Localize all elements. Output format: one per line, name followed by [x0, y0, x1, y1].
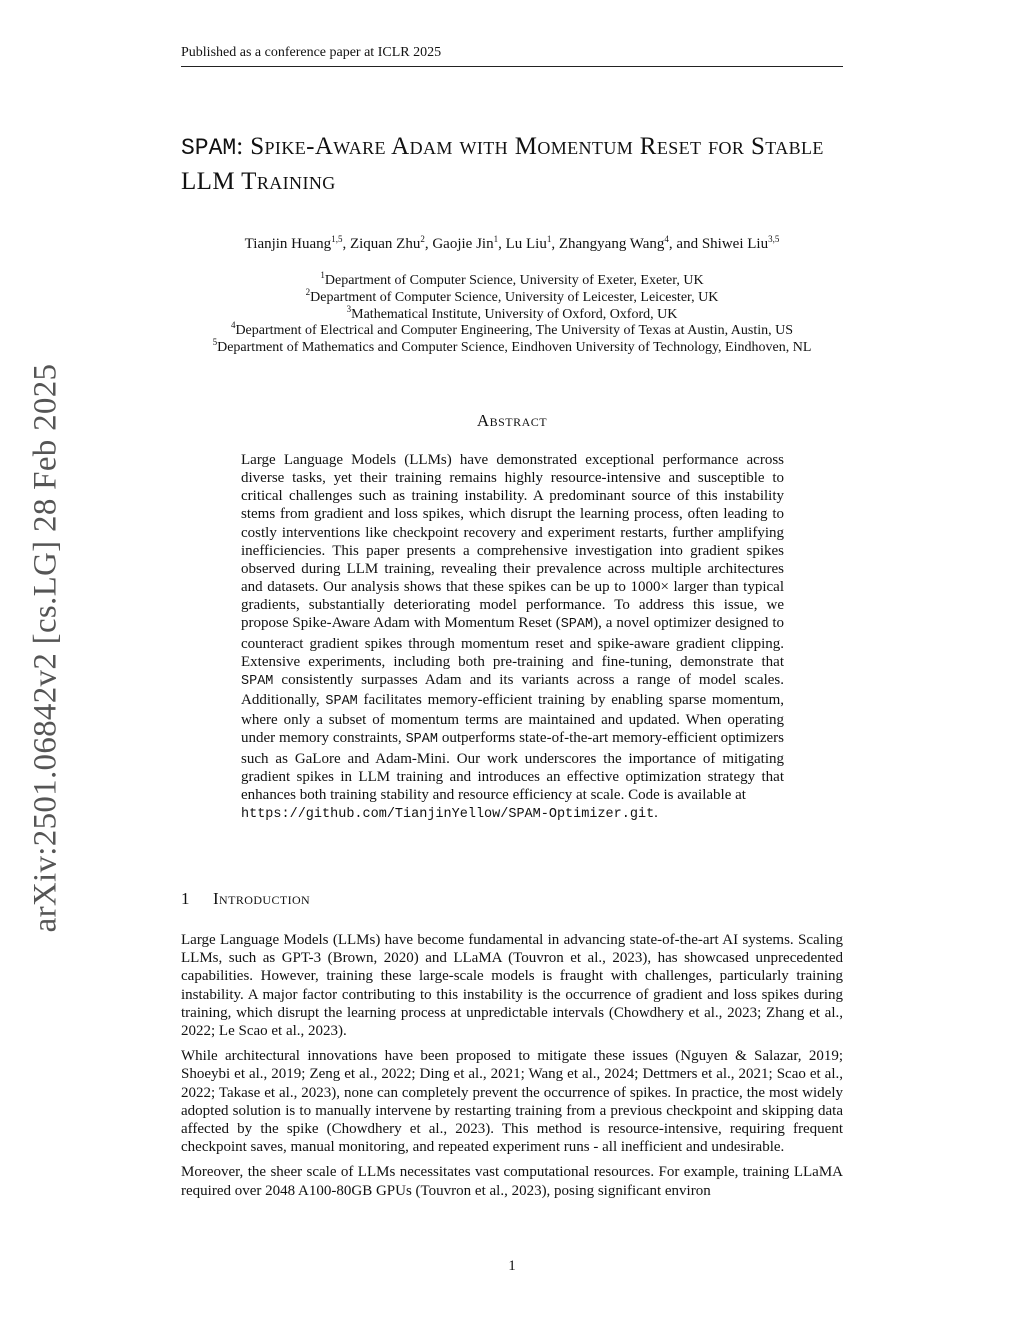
section-number: 1	[181, 889, 190, 908]
introduction-body	[181, 931, 843, 1207]
author-name: Tianjin Huang	[244, 236, 332, 252]
section-heading-introduction	[181, 888, 843, 910]
author-name: Gaojie Jin	[432, 236, 494, 252]
paragraph: While architectural innovations have been proposed to mitigate these issues (Nguyen & Salazar, 2019; Shoeybi et al., 2019; Zeng et al., 2022; Ding et al., 2021; Wang et al., 2024; Dettmers et al., 2021; Scao et al., 2022; Takase et al., 2023), none can completely prevent the occurrence of spikes. In practice, the most widely adopted solution is to manually intervene by restarting training from a previous checkpoint and skipping data affected by the spike (Chowdhery et al., 2023). This method is resource-intensive, requiring frequent checkpoint saves, manual monitoring, and repeated experiment runs - all inefficient and undesirable.	[181, 1048, 843, 1156]
author-list: Tianjin Huang$^{1,5}$, Ziquan Zhu$^2$, Gaojie Jin$^1$, Lu Liu$^1$, Zhangyang Wang$^4$, and Shiwei Liu$^{3,5}$	[244, 234, 780, 252]
code-link-line	[241, 804, 784, 824]
affiliation-text: Department of Electrical and Computer Engineering, The University of Texas at Austin, Austin, US	[235, 323, 794, 339]
method-name: SPAM	[560, 617, 594, 633]
affiliation-text: Department of Computer Science, University of Exeter, Exeter, UK	[324, 273, 704, 288]
affiliation-line	[150, 270, 874, 290]
method-name: SPAM	[405, 732, 438, 748]
method-name: SPAM	[325, 694, 358, 710]
abstract-text: Large Language Models (LLMs) have demonstrated exceptional performance across diverse tasks, yet their training remains highly resource-intensive and susceptible to critical challenges such as training instability. A predominant source of this instability stems from gradient and loss spikes, which disrupt the learning process, often leading to costly interventions like checkpoint recovery and experiment restarts, further amplifying inefficiencies. This paper presents a comprehensive investigation into gradient spikes observed during LLM training, revealing their prevalence across multiple architectures and datasets. Our analysis shows that these spikes can be up to 1000× larger than typical gradients, substantially deteriorating model performance. To address this issue, we propose Spike-Aware Adam with Momentum Reset (	[241, 452, 784, 632]
title-method-name: SPAM	[181, 135, 237, 161]
author-affiliation-mark: 4	[664, 234, 669, 244]
abstract-end: .	[654, 804, 658, 821]
affiliation-line	[150, 337, 874, 357]
affiliation-text: Department of Computer Science, University of Leicester, Leicester, UK	[310, 289, 719, 305]
author-affiliation-mark: 1,5	[331, 234, 343, 244]
author-name: Ziquan Zhu	[349, 236, 421, 252]
affiliation-line	[150, 320, 874, 340]
affiliation-number: 3	[346, 303, 352, 314]
running-header: Published as a conference paper at ICLR 2025	[181, 44, 843, 67]
affiliation-line	[150, 286, 874, 307]
abstract-heading: Abstract	[476, 411, 548, 430]
abstract-text: consistently surpasses Adam and its variants across a range of model scales. Additionally,	[241, 671, 784, 709]
page-number: 1	[508, 1258, 516, 1274]
author-affiliation-mark: 3,5	[768, 234, 780, 244]
author-affiliation-mark: 1	[493, 234, 499, 244]
author-affiliation-mark: 1	[546, 234, 552, 244]
author-name: Zhangyang Wang	[558, 236, 665, 252]
affiliation-number: 1	[320, 270, 325, 280]
affiliation-number: 2	[305, 286, 311, 297]
author-name: Shiwei Liu	[701, 236, 769, 252]
abstract-text: facilitates memory-efficient training by enabling sparse momentum, where only a subset of momentum terms are maintained and updated. When operating under memory constraints,	[241, 692, 784, 747]
affiliation-text: Department of Mathematics and Computer Science, Eindhoven University of Technology, Eindhoven, NL	[217, 340, 812, 356]
abstract-text: outperforms state-of-the-art memory-efficient optimizers such as GaLore and Adam-Mini. Our work underscores the importance of mitigating gradient spikes in LLM training and introduces an effective optimization strategy that enhances both training stability and resource efficiency at scale. Code is available at	[241, 730, 784, 803]
paragraph: Large Language Models (LLMs) have become fundamental in advancing state-of-the-art AI systems. Scaling LLMs, such as GPT-3 (Brown, 2020) and LLaMA (Touvron et al., 2023), has showcased unprecedented capabilities. However, training these large-scale models is fraught with challenges, particularly training instability. A major factor contributing to this instability is the occurrence of gradient and loss spikes during training, which disrupt the learning process at unpredictable intervals (Chowdhery et al., 2023; Zhang et al., 2022; Le Scao et al., 2023).	[181, 932, 843, 1040]
paper-title	[181, 130, 846, 198]
code-url-link[interactable]: https://github.com/TianjinYellow/SPAM-Optimizer.git	[241, 806, 655, 822]
abstract-body	[241, 451, 784, 824]
author-affiliation-mark: 2	[420, 234, 425, 244]
abstract-text: ), a novel optimizer designed to counteract gradient spikes through momentum reset and spike-aware gradient clipping. Extensive experiments, including both pre-training and fine-tuning, demonstrate that	[241, 615, 784, 670]
section-title: Introduction	[213, 889, 311, 908]
title-text: : Spike-Aware Adam with Momentum Reset for Stable LLM Training	[181, 133, 824, 195]
author-connector: and	[676, 236, 699, 252]
method-name: SPAM	[241, 673, 274, 689]
paragraph: Moreover, the sheer scale of LLMs necessitates vast computational resources. For example, training LLaMA required over 2048 A100-80GB GPUs (Touvron et al., 2023), posing significant environ	[181, 1164, 843, 1199]
affiliation-number: 5	[212, 337, 218, 348]
author-name: Lu Liu	[505, 236, 547, 252]
affiliation-list	[150, 270, 874, 357]
affiliation-line	[150, 303, 874, 324]
affiliation-number: 4	[230, 320, 236, 331]
affiliation-text: Mathematical Institute, University of Oxford, Oxford, UK	[351, 306, 678, 322]
arxiv-identifier: arXiv:2501.06842v2 [cs.LG] 28 Feb 2025	[27, 363, 64, 933]
